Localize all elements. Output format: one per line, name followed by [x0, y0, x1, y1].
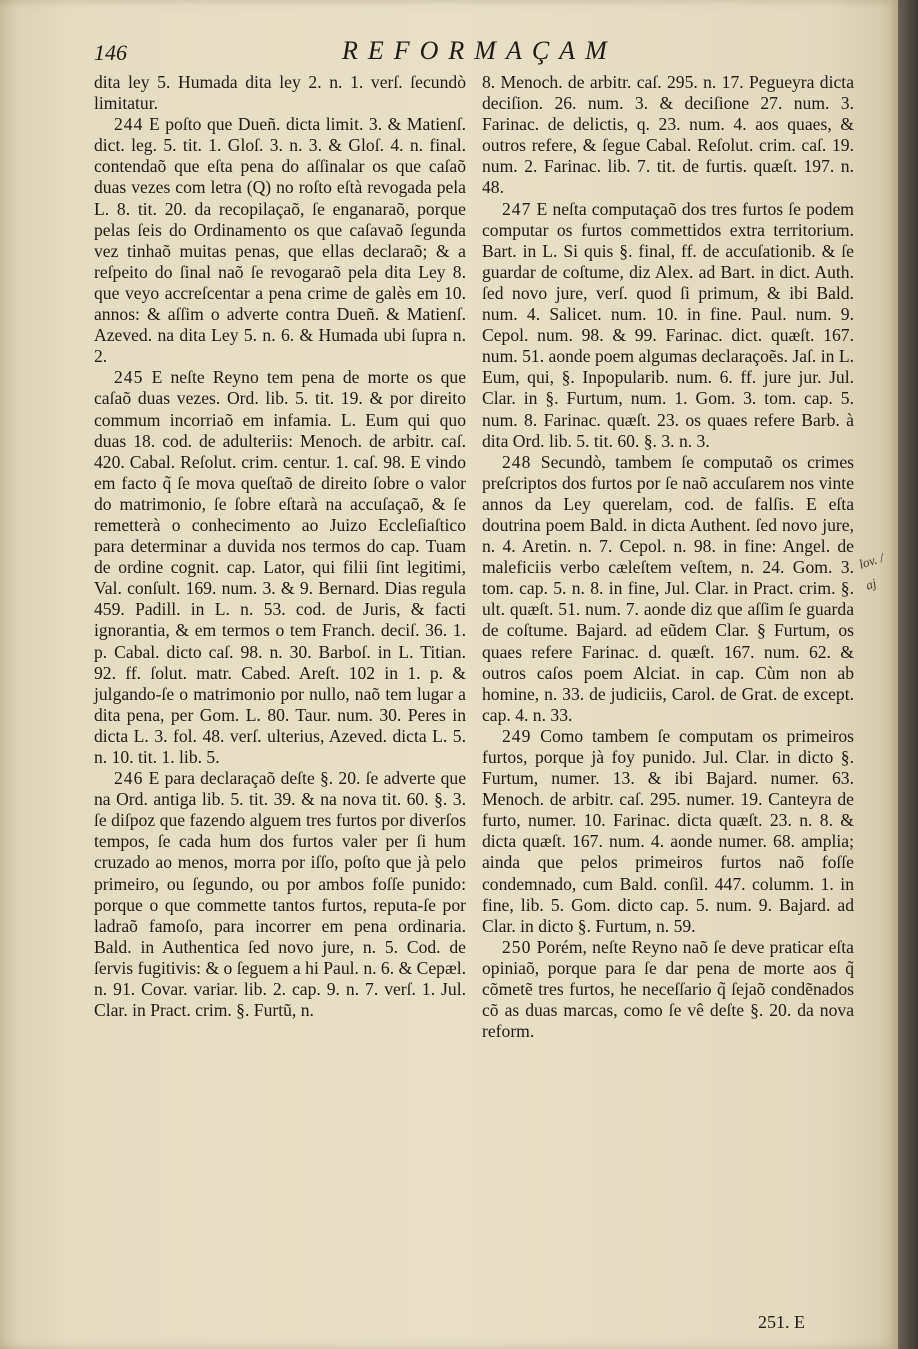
paragraph: [482, 937, 854, 1042]
paragraph: [482, 199, 854, 452]
catchword: 251. E: [758, 1312, 805, 1332]
paragraph: [94, 114, 466, 367]
paragraph-text: E para declaraçaõ deſte §. 20. ſe adverte que na Ord. antiga lib. 5. tit. 39. & na nova tit. 60. §. 3. ſe diſpoz que fazendo alguem tres furtos por diverſos tempos, ſe cada hum dos furtos valer per ſi hum cruzado ao menos, morra por iſſo, poſto que jà pelo primeiro, ou ſegundo, ou por ambos foſſe punido: porque o que commette tantos furtos, reputa-ſe por ladraõ famoſo, para incorrer em pena ordinaria. Bald. in Authentica ſed novo jure, n. 5. Cod. de ſervis fugitivis: & o ſeguem a hi Paul. n. 6. & Cepæl. n. 91. Covar. variar. lib. 2. cap. 9. n. 7. verſ. 1. Jul. Clar. in Pract. crim. §. Furtũ, n.: [94, 768, 466, 1021]
paragraph-text: E neſte Reyno tem pena de morte os que caſaõ duas vezes. Ord. lib. 5. tit. 19. & por direito commum incorriaõ em infamia. L. Eum qui quo duas 18. cod. de adulteriis: Menoch. de arbitr. caſ. 420. Cabal. Reſolut. crim. centur. 1. caſ. 98. E vindo em facto q̃ ſe mova queſtaõ de direito ſobre o valor do matrimonio, ſe ſobre eſtarà na accuſaçaõ, & ſe remetterà o conhecimento ao Juizo Eccleſiaſtico para determinar a duvida nos termos do cap. Tuam de ordine cognit. cap. Lator, qui filii ſint legitimi, Val. conſult. 169. num. 3. & 9. Bernard. Dias regula 459. Padill. in L. n. 53. cod. de Juris, & facti ignorantia, & em termos o tem Franch. deciſ. 36. 1. p. Cabal. dicto caſ. 98. n. 30. Barboſ. in L. Titian. 92. ff. ſolut. matr. Cabed. Areſt. 102 in 1. p. & julgando-ſe o matrimonio por nullo, naõ tem lugar a dita pena, per Gom. L. 80. Taur. num. 30. Peres in dicta L. 3. fol. 48. verſ. ulterius, Azeved. dicta L. 5. n. 10. tit. 1. lib. 5.: [94, 367, 467, 767]
right-column: [482, 72, 854, 1042]
paragraph-continuation: [94, 72, 466, 114]
paragraph-text: Como tambem ſe computam os primeiros furtos, porque jà foy punido. Jul. Clar. in dicto §. Furtum, numer. 13. & ibi Bajard. numer. 63. Menoch. de arbitr. caſ. 295. numer. 19. Canteyra de furto, numer. 10. Farinac. dicta quæſt. 23. n. 8. & dicta quæſt. 167. num. 4. aonde numer. 68. amplia; ainda que pelos primeiros furtos naõ foſſe condemnado, cum Bald. conſil. 447. columm. 1. in fine, lib. 5. Gom. dicto cap. 5. num. 9. Bajard. ad Clar. in dicto §. Furtum, n. 59.: [482, 725, 854, 936]
paragraph-number: 244: [114, 114, 144, 135]
book-gutter-edge: [898, 0, 918, 1349]
page-header: [94, 36, 854, 70]
paragraph-text: E poſto que Dueñ. dicta limit. 3. & Matienſ. dict. leg. 5. tit. 1. Gloſ. 3. n. 3. & Gloſ. 4. n. final. contendaõ que eſta pena do aſſinalar os que caſaõ duas vezes com letra (Q) no roſto eſtà revogada pela L. 8. tit. 20. da recopilaçaõ, ſe enganaraõ, porque pelas ſeis do Ordinamento os que caſavaõ ſegunda vez tinhaõ muitas penas, que ellas declaraõ; & a reſpeito do ſinal naõ ſe revogaraõ pela dita Ley 8. que veyo accreſcentar a pena crime de galès em 10. annos: & aſſim o adverte contra Dueñ. & Matienſ. Azeved. na dita Ley 5. n. 6. & Humada ubi ſupra n. 2.: [94, 114, 467, 367]
paragraph: [482, 452, 854, 726]
paragraph-text: 8. Menoch. de arbitr. caſ. 295. n. 17. Pegueyra dicta deciſion. 26. num. 3. & deciſione 27. num. 3. Farinac. de delictis, q. 23. num. 4. aos quaes, & outros refere, & ſegue Cabal. Reſolut. crim. caſ. 19. num. 2. Farinac. lib. 7. tit. de furtis. quæſt. 197. n. 48.: [482, 72, 854, 198]
paragraph-text: dita ley 5. Humada dita ley 2. n. 1. verſ. ſecundò limitatur.: [94, 72, 466, 114]
paragraph-number: 248: [502, 451, 532, 472]
running-head: REFORMAÇAM: [342, 36, 617, 65]
paragraph-number: 250: [502, 936, 532, 957]
paragraph-number: 247: [502, 198, 532, 219]
paragraph-number: 249: [502, 725, 532, 746]
paragraph-text: Secundò, tambem ſe computaõ os crimes preſcriptos dos furtos por ſe naõ accuſarem nos vinte annos da Ley querelam, cod. de falſis. E eſta doutrina poem Bald. in dicta Authent. ſed novo jure, n. 4. Aretin. n. 7. Cepol. n. 98. in fine: Angel. de maleficiis verbo cæleſtem veſtem, n. 24. Gom. 3. tom. cap. 5. n. 8. in fine, Jul. Clar. in Pract. crim. §. ult. quæſt. 51. num. 7. aonde diz que aſſim ſe guarda de coſtume. Bajard. ad eũdem Clar. § Furtum, os quaes refere Farinac. d. quæſt. 167. num. 62. & outros caſos poem Alciat. in cap. Cùm non ab homine, n. 33. de judiciis, Carol. de Grat. de except. cap. 4. n. 33.: [482, 451, 854, 725]
paragraph-text: Porém, neſte Reyno naõ ſe deve praticar eſta opiniaõ, porque para ſe dar pena de morte aos q̃ cõmetẽ tres furtos, he neceſſario q̃ ſejaõ condẽnados cõ as duas marcas, como ſe vê deſte §. 20. da nova reform.: [482, 936, 854, 1042]
paragraph: [94, 367, 466, 768]
paragraph-number: 246: [114, 768, 144, 789]
margin-annotation: lov. / aj: [857, 549, 886, 593]
paragraph-number: 245: [114, 367, 144, 388]
paragraph: [94, 768, 466, 1021]
paragraph-continuation: [482, 72, 854, 199]
paragraph: [482, 726, 854, 937]
page-number: 146: [94, 40, 127, 65]
paragraph-text: E neſta computaçaõ dos tres furtos ſe podem computar os furtos commettidos extra territorium. Bart. in L. Si quis §. final, ff. de accuſationib. & ſe guardar de coſtume, diz Alex. ad Bart. in dict. Auth. ſed novo jure, verſ. quod ſi primum, & ibi Bald. num. 4. Salicet. num. 10. in fine. Paul. num. 9. Cepol. num. 98. & 99. Farinac. dict. quæſt. 167. num. 51. aonde poem algumas declaraçoẽs. Jaſ. in L. Eum, qui, §. Inpopularib. num. 6. ff. jure jur. Jul. Clar. in §. Furtum, num. 1. Gom. 3. tom. cap. 5. num. 8. Farinac. quæſt. 23. os quaes refere Barb. à dita Ord. lib. 5. tit. 60. §. 3. n. 3.: [482, 198, 854, 451]
left-column: [94, 72, 466, 1021]
